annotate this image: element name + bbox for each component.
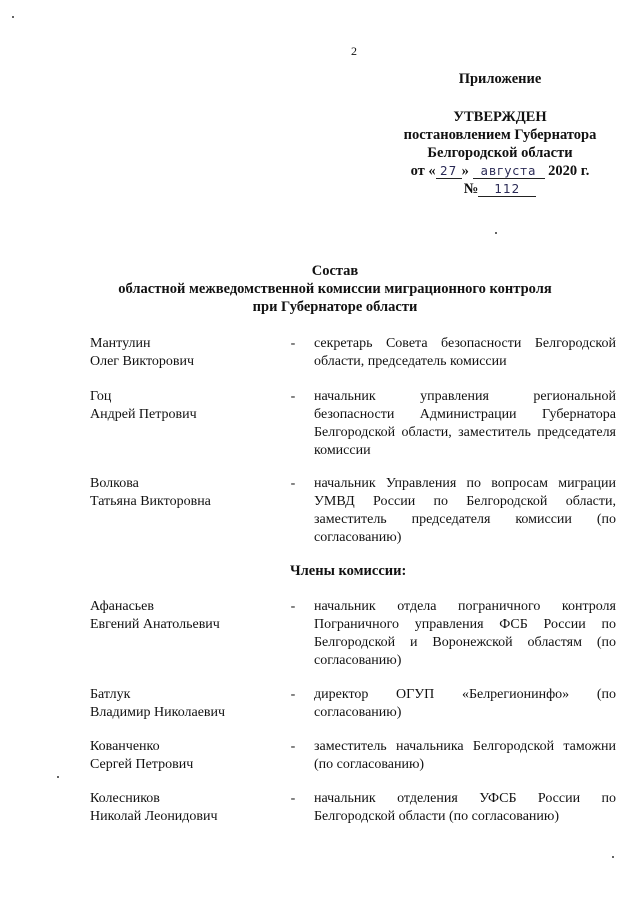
dash-separator: -	[290, 336, 296, 351]
member-role: директор ОГУП «Белрегионинфо» (по согласованию)	[314, 687, 616, 720]
dash-separator: -	[290, 389, 296, 404]
member-surname: Афанасьев	[90, 599, 154, 614]
date-mid: »	[461, 163, 469, 179]
member-given-name: Андрей Петрович	[90, 407, 197, 422]
member-surname: Мантулин	[90, 336, 151, 351]
approval-stamp	[380, 70, 620, 198]
member-name	[90, 738, 270, 774]
member-role: заместитель начальника Белгородской таможни (по согласованию)	[314, 739, 616, 772]
member-name	[90, 598, 270, 634]
member-given-name: Олег Викторович	[90, 354, 195, 369]
title-line-3: при Губернаторе области	[252, 299, 418, 315]
member-role: начальник отдела пограничного контроля Пограничного управления ФСБ России по Белгородской и Воронежской областям (по согласованию)	[314, 599, 616, 668]
member-surname: Гоц	[90, 389, 112, 404]
member-given-name: Евгений Анатольевич	[90, 617, 220, 632]
appendix-label: Приложение	[458, 71, 542, 87]
dash-separator: -	[290, 599, 296, 614]
page-number: 2	[351, 44, 357, 58]
member-given-name: Татьяна Викторовна	[90, 494, 211, 509]
approved-label: УТВЕРЖДЕН	[453, 109, 547, 125]
member-role: начальник отделения УФСБ России по Белгородской области (по согласованию)	[314, 791, 616, 824]
date-year: 2020 г.	[548, 163, 590, 179]
approval-date	[380, 162, 620, 180]
member-role: начальник управления региональной безопасности Администрации Губернатора Белгородской области, заместитель председателя комиссии	[314, 389, 616, 458]
member-role: начальник Управления по вопросам миграции УМВД России по Белгородской области, заместитель председателя комиссии (по согласованию)	[314, 476, 616, 545]
member-surname: Кованченко	[90, 739, 160, 754]
approval-number	[380, 180, 620, 198]
scan-speck	[57, 776, 59, 778]
member-name	[90, 388, 270, 424]
approval-line-2: Белгородской области	[427, 145, 573, 161]
date-day: 27	[436, 164, 462, 179]
title-line-1: Состав	[311, 263, 359, 279]
member-given-name: Сергей Петрович	[90, 757, 194, 772]
members-heading: Члены комиссии:	[290, 563, 407, 579]
scan-speck	[495, 232, 497, 234]
number-prefix: №	[463, 181, 479, 197]
document-number: 112	[478, 182, 536, 197]
member-name	[90, 475, 270, 511]
dash-separator: -	[290, 739, 296, 754]
date-month: августа	[473, 164, 545, 179]
dash-separator: -	[290, 476, 296, 491]
document-title	[100, 262, 570, 316]
dash-separator: -	[290, 687, 296, 702]
member-surname: Батлук	[90, 687, 131, 702]
member-name	[90, 686, 270, 722]
approval-line-1: постановлением Губернатора	[403, 127, 597, 143]
scan-speck	[612, 856, 614, 858]
title-line-2: областной межведомственной комиссии миграционного контроля	[118, 281, 552, 297]
member-name	[90, 335, 270, 371]
date-prefix: от «	[410, 163, 436, 179]
member-surname: Колесников	[90, 791, 160, 806]
member-role: секретарь Совета безопасности Белгородской области, председатель комиссии	[314, 336, 616, 369]
scan-speck	[12, 16, 14, 18]
member-given-name: Николай Леонидович	[90, 809, 218, 824]
member-given-name: Владимир Николаевич	[90, 705, 226, 720]
member-name	[90, 790, 270, 826]
member-surname: Волкова	[90, 476, 139, 491]
dash-separator: -	[290, 791, 296, 806]
